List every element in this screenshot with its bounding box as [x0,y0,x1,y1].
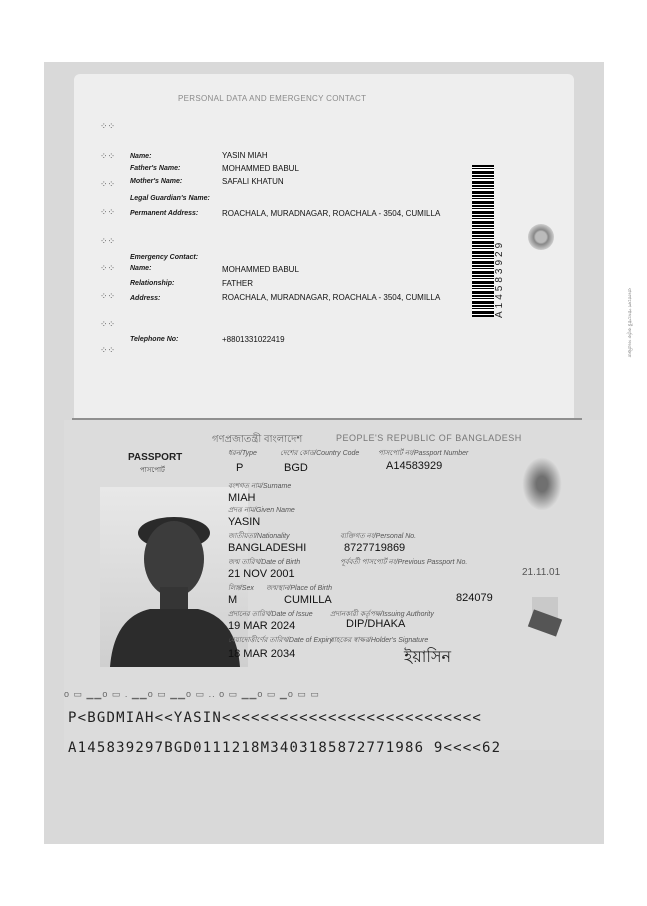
given-name-value: YASIN [228,516,261,528]
ec-name-label: Name: [130,265,152,272]
given-name-label: প্রদত্ত নাম/Given Name [228,507,295,514]
perforation-dots: ⁘⁘ [100,264,116,274]
dob-value: 21 NOV 2001 [228,568,295,580]
holder-signature-label: বাহকের স্বাক্ষর/Holder's Signature [330,637,429,644]
sex-label: লিঙ্গ/Sex [228,585,254,592]
type-value: P [236,462,244,474]
telephone-value: +8801331022419 [222,335,285,344]
guardian-label: Legal Guardian's Name: [130,195,210,202]
holder-photo [100,487,248,667]
address-label: Address: [130,295,161,302]
nationality-label: জাতীয়তা/Nationality [228,533,290,540]
person-silhouette-icon [100,487,248,667]
personal-no-label: ব্যক্তিগত নং/Personal No. [340,533,417,540]
dob-label: জন্ম তারিখ/Date of Birth [228,559,301,566]
hologram-seal-icon [528,224,554,250]
perforation-dots: ⁘⁘ [100,180,116,190]
barcode [472,165,494,317]
name-label: Name: [130,153,152,160]
mrz-line-1: P<BGDMIAH<<YASIN<<<<<<<<<<<<<<<<<<<<<<<<<<< [68,710,483,726]
perforation-dots: ⁘⁘ [100,320,116,330]
place-of-birth-label: জন্মস্থান/Place of Birth [266,585,332,592]
extra-number-value: 824079 [456,592,493,604]
perforation-dots: ⁘⁘ [100,292,116,302]
ghost-date: 21.11.01 [522,567,561,578]
surname-value: MIAH [228,492,256,504]
ec-name-value: MOHAMMED BABUL [222,265,299,274]
perforation-dots: ⁘⁘ [100,237,116,247]
mrz-line-2: A145839297BGD0111218M3403185872771986 9<<<<62 [68,740,502,756]
father-name-label: Father's Name: [130,165,181,172]
issuing-authority-label: প্রদানকারী কর্তৃপক্ষ/Issuing Authority [330,611,434,618]
holder-signature: ইয়াসিন [404,649,452,666]
perforation-dots: ⁘⁘ [100,346,116,356]
header-english: PEOPLE'S REPUBLIC OF BANGLADESH [336,433,522,443]
perforation-dots: ⁘⁘ [100,122,116,132]
margin-note: বাংলাদেশ পাসপোর্ট কর্তৃক সংরক্ষিত [626,288,632,358]
permanent-address-label: Permanent Address: [130,210,199,217]
passport-word-bangla: পাসপোর্ট [140,467,165,474]
perforation-dots: ⁘⁘ [100,208,116,218]
country-code-value: BGD [284,462,308,474]
date-of-expiry-label: মেয়াদোত্তীর্ণের তারিখ/Date of Expiry [228,637,333,644]
scanned-passport-page [44,62,604,844]
passport-number-label: পাসপোর্ট নং/Passport Number [378,450,469,457]
permanent-address-value: ROACHALA, MURADNAGAR, ROACHALA - 3504, CUMILLA [222,209,441,218]
perforation-dots: ⁘⁘ [100,152,116,162]
surname-label: বংশগত নাম/Surname [228,483,292,490]
address-value: ROACHALA, MURADNAGAR, ROACHALA - 3504, CUMILLA [222,293,441,302]
sex-value: M [228,594,238,606]
country-code-label: দেশের কোড/Country Code [280,450,360,457]
type-label: ধরন/Type [228,450,257,457]
barcode-number: A14583929 [494,239,505,318]
telephone-label: Telephone No: [130,336,179,343]
previous-passport-label: পূর্ববর্তী পাসপোর্ট নং/Previous Passport No. [340,559,468,566]
passport-number-value: A14583929 [386,460,443,472]
nationality-value: BANGLADESHI [228,542,307,554]
mother-name-value: SAFALI KHATUN [222,177,284,186]
issuing-authority-value: DIP/DHAKA [346,618,406,630]
perforation-holes: o ▭ ▁▁o ▭ . ▁▁o ▭ ▁▁o ▭ .. o ▭ ▁▁o ▭ ▁o ▭ ▭ [64,689,320,699]
father-name-value: MOHAMMED BABUL [222,164,299,173]
place-of-birth-value: CUMILLA [284,594,332,606]
section-title: PERSONAL DATA AND EMERGENCY CONTACT [178,94,367,103]
ghost-image [522,457,562,511]
passport-word: PASSPORT [128,452,183,463]
emergency-contact-label: Emergency Contact: [130,254,199,261]
date-of-expiry-value: 18 MAR 2034 [228,648,296,660]
personal-no-value: 8727719869 [344,542,406,554]
mother-name-label: Mother's Name: [130,178,183,185]
date-of-issue-value: 19 MAR 2024 [228,620,296,632]
header-bangla: গণপ্রজাতন্ত্রী বাংলাদেশ [212,434,303,445]
relationship-label: Relationship: [130,280,175,287]
name-value: YASIN MIAH [222,151,268,160]
relationship-value: FATHER [222,279,253,288]
date-of-issue-label: প্রদানের তারিখ/Date of Issue [228,611,313,618]
